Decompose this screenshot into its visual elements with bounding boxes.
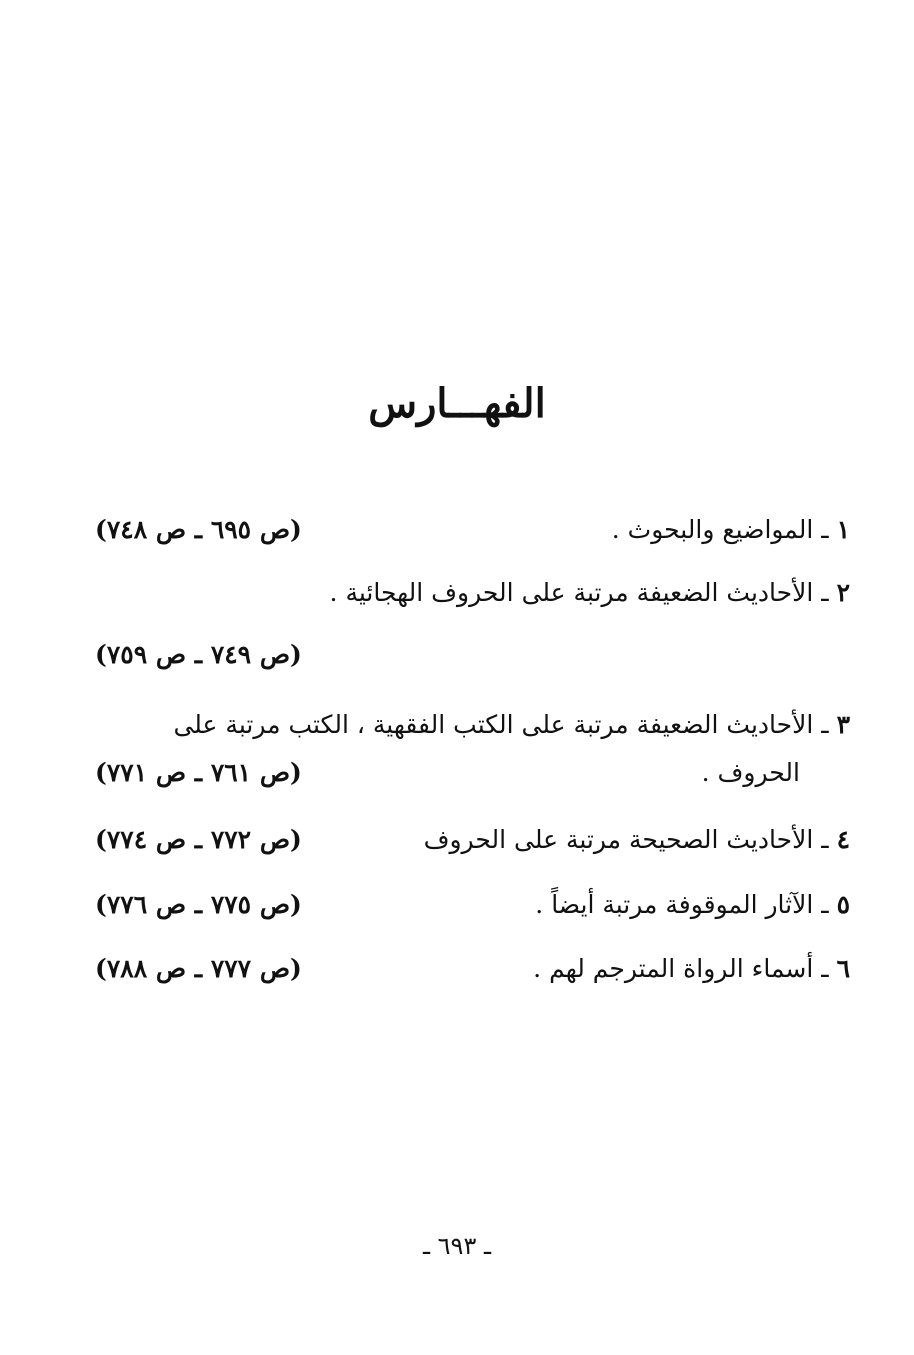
entry-title [612, 505, 850, 555]
page-number: ـ ٦٩٣ ـ [422, 1232, 491, 1260]
entry-title [424, 815, 850, 865]
entry-text: ـ أسماء الرواة المترجم لهم . [533, 954, 829, 983]
entry-page-range: (ص ٧٧٢ ـ ص ٧٧٤) [95, 825, 302, 854]
entry-number: ٢ [836, 578, 850, 607]
entry-number: ٣ [836, 710, 850, 739]
index-entry-1 [95, 505, 850, 555]
index-entry-5 [95, 880, 850, 930]
entry-page-range: (ص ٧٧٧ ـ ص ٧٨٨) [95, 954, 302, 983]
entry-text: ـ الآثار الموقوفة مرتبة أيضاً . [535, 890, 829, 919]
entry-title [533, 944, 850, 994]
entry-title [173, 700, 850, 750]
entry-text: ـ الأحاديث الضعيفة مرتبة على الحروف الهجائية . [329, 578, 829, 607]
entry-continuation: الحروف . [701, 758, 800, 787]
entry-page-range: (ص ٧٧٥ ـ ص ٧٧٦) [95, 890, 302, 919]
entry-text: ـ الأحاديث الضعيفة مرتبة على الكتب الفقهية ، الكتب مرتبة على [173, 710, 829, 739]
entry-page-range: (ص ٦٩٥ ـ ص ٧٤٨) [95, 515, 302, 544]
index-entry-3 [95, 700, 850, 750]
entry-title [535, 880, 850, 930]
entry-text: ـ المواضيع والبحوث . [611, 515, 829, 544]
entry-number: ٤ [836, 825, 850, 854]
page-title: الفهـــارس [368, 380, 546, 427]
index-entry-2-pages [95, 630, 850, 680]
entry-number: ٦ [836, 954, 850, 983]
entry-number: ١ [836, 515, 850, 544]
index-entry-4 [95, 815, 850, 865]
index-entry-3-continuation [95, 748, 850, 798]
entry-page-range: (ص ٧٦١ ـ ص ٧٧١) [95, 758, 302, 787]
index-entry-2 [95, 568, 850, 618]
entry-text: ـ الأحاديث الصحيحة مرتبة على الحروف [423, 825, 829, 854]
index-entry-6 [95, 944, 850, 994]
entry-number: ٥ [836, 890, 850, 919]
entry-page-range: (ص ٧٤٩ ـ ص ٧٥٩) [95, 640, 302, 669]
entry-title [330, 568, 850, 618]
